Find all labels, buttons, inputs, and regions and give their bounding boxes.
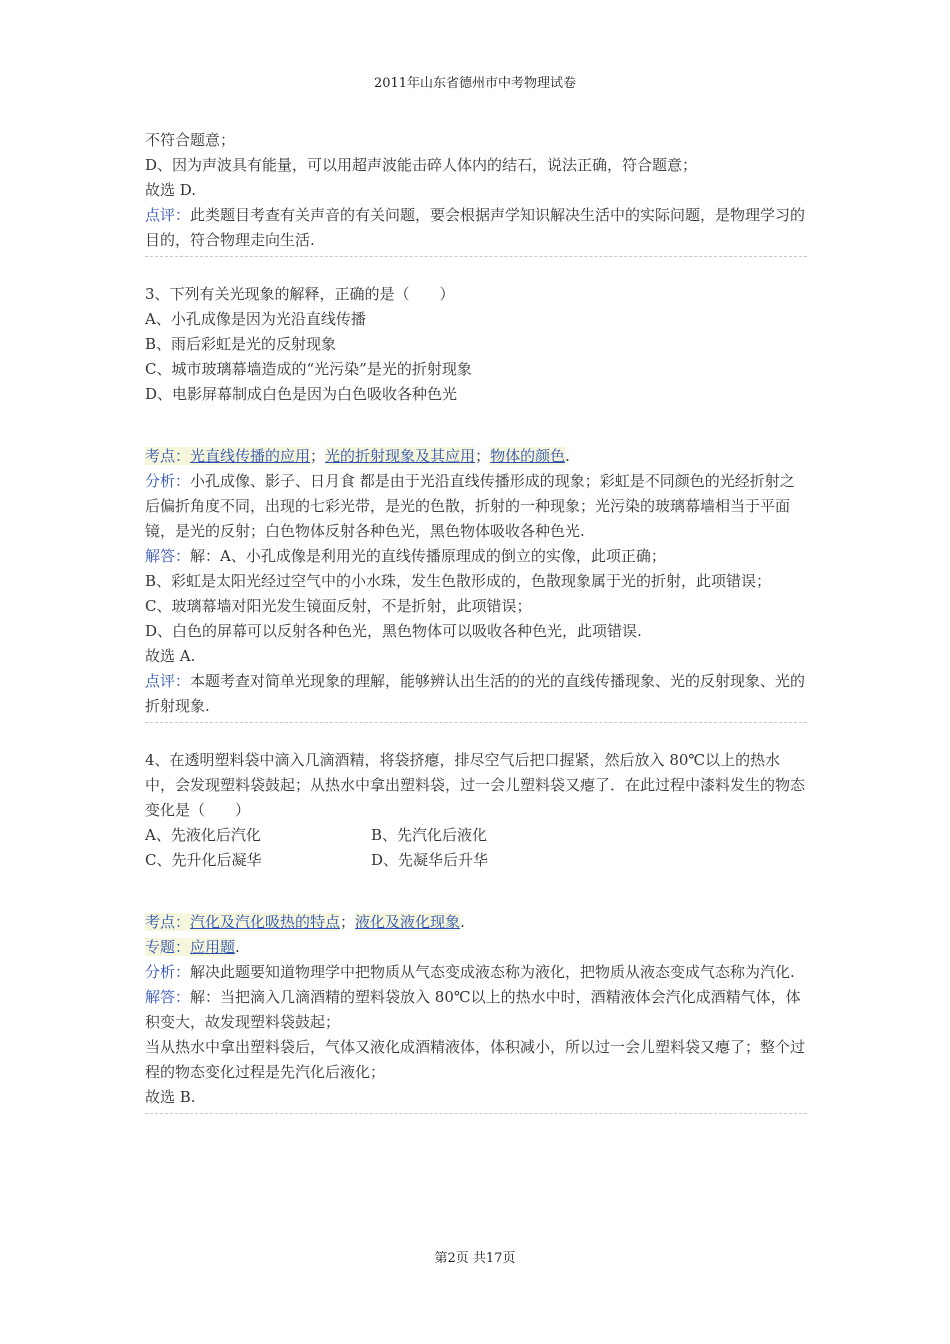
kaodian-link[interactable]: 汽化及汽化吸热的特点	[190, 913, 341, 931]
kaodian-label: 考点：	[145, 447, 191, 465]
answer-line: B、彩虹是太阳光经过空气中的小水珠，发生色散形成的，色散现象属于光的折射，此项错误；	[145, 572, 772, 590]
page-footer: 第2页 共17页	[434, 1251, 516, 1266]
option-b: B、雨后彩虹是光的反射现象	[145, 335, 337, 353]
zhuanti-label: 专题：	[145, 938, 191, 956]
kaodian-link[interactable]: 光的折射现象及其应用	[325, 447, 476, 465]
analysis-paragraph	[145, 469, 807, 544]
separator: ；	[310, 447, 326, 465]
comment-text: 本题考查对简单光现象的理解，能够辨认出生活的的光的直线传播现象、光的反射现象、光的折射现象.	[145, 672, 806, 715]
comment-paragraph	[145, 669, 807, 719]
text-line: 故选 D.	[145, 181, 197, 199]
kaodian-link[interactable]: 物体的颜色	[490, 447, 566, 465]
separator: .	[565, 447, 570, 465]
answer-paragraph	[145, 544, 807, 569]
option-a: A、小孔成像是因为光沿直线传播	[145, 310, 366, 328]
divider	[145, 1113, 807, 1114]
zhuanti-line	[145, 935, 807, 960]
answer-line: C、玻璃幕墙对阳光发生镜面反射，不是折射，此项错误；	[145, 597, 532, 615]
option-d: D、先凝华后升华	[371, 851, 489, 869]
kaodian-link[interactable]: 光直线传播的应用	[190, 447, 311, 465]
analysis-paragraph	[145, 960, 807, 985]
option-b: B、先汽化后液化	[371, 826, 488, 844]
comment-paragraph	[145, 203, 807, 253]
page-header: 2011年山东省德州市中考物理试卷	[373, 76, 577, 91]
kaodian-line	[145, 910, 807, 935]
answer-label: 解答：	[145, 547, 191, 565]
option-a: A、先液化后汽化	[145, 826, 261, 844]
comment-label: 点评：	[145, 672, 191, 690]
separator: ；	[475, 447, 491, 465]
analysis-text: 小孔成像、影子、日月食 都是由于光沿直线传播形成的现象；彩虹是不同颜色的光经折射之后偏折角度不同，出现的七彩光带，是光的色散，折射的一种现象；光污染的玻璃幕墙相当于平面镜，是光的反射；白色物体反射各种色光，黑色物体吸收各种色光.	[145, 472, 795, 540]
kaodian-link[interactable]: 液化及液化现象	[355, 913, 461, 931]
kaodian-label: 考点：	[145, 913, 191, 931]
option-d: D、电影屏幕制成白色是因为白色吸收各种色光	[145, 385, 458, 403]
answer-line: 故选 B.	[145, 1088, 196, 1106]
comment-text: 此类题目考查有关声音的有关问题，要会根据声学知识解决生活中的实际问题，是物理学习的目的，符合物理走向生活.	[145, 206, 806, 249]
zhuanti-link[interactable]: 应用题	[190, 938, 236, 956]
separator: .	[235, 938, 240, 956]
comment-label: 点评：	[145, 206, 191, 224]
analysis-text: 解决此题要知道物理学中把物质从气态变成液态称为液化，把物质从液态变成气态称为汽化.	[190, 963, 795, 981]
answer-line: D、白色的屏幕可以反射各种色光，黑色物体可以吸收各种色光，此项错误.	[145, 622, 642, 640]
analysis-label: 分析：	[145, 963, 191, 981]
separator: ；	[340, 913, 356, 931]
answer-text: 解：当把滴入几滴酒精的塑料袋放入 80℃以上的热水中时，酒精液体会汽化成酒精气体，体积变大，故发现塑料袋鼓起；	[145, 988, 801, 1031]
options-row	[145, 823, 807, 848]
text-line: D、因为声波具有能量，可以用超声波能击碎人体内的结石，说法正确，符合题意；	[145, 156, 698, 174]
option-c: C、城市玻璃幕墙造成的“光污染”是光的折射现象	[145, 360, 472, 378]
analysis-label: 分析：	[145, 472, 191, 490]
answer-line: 当从热水中拿出塑料袋后，气体又液化成酒精液体，体积减小，所以过一会儿塑料袋又瘪了；整个过程的物态变化过程是先汽化后液化；	[145, 1038, 806, 1081]
document-body	[145, 128, 807, 1114]
answer-text: 解：A、小孔成像是利用光的直线传播原理成的倒立的实像，此项正确；	[190, 547, 666, 565]
answer-paragraph	[145, 985, 807, 1035]
text-line: 不符合题意；	[145, 131, 236, 149]
option-c: C、先升化后凝华	[145, 851, 262, 869]
question-4-stem: 4、在透明塑料袋中滴入几滴酒精，将袋挤瘪，排尽空气后把口握紧，然后放入 80℃以上的热水中，会发现塑料袋鼓起；从热水中拿出塑料袋，过一会儿塑料袋又瘪了．在此过程中漆料发生的物态变化是（ ）	[145, 751, 806, 819]
answer-line: 故选 A.	[145, 647, 196, 665]
options-row	[145, 848, 807, 873]
answer-label: 解答：	[145, 988, 191, 1006]
separator: .	[460, 913, 465, 931]
question-3-stem: 3、下列有关光现象的解释，正确的是（ ）	[145, 285, 455, 303]
kaodian-line	[145, 444, 807, 469]
